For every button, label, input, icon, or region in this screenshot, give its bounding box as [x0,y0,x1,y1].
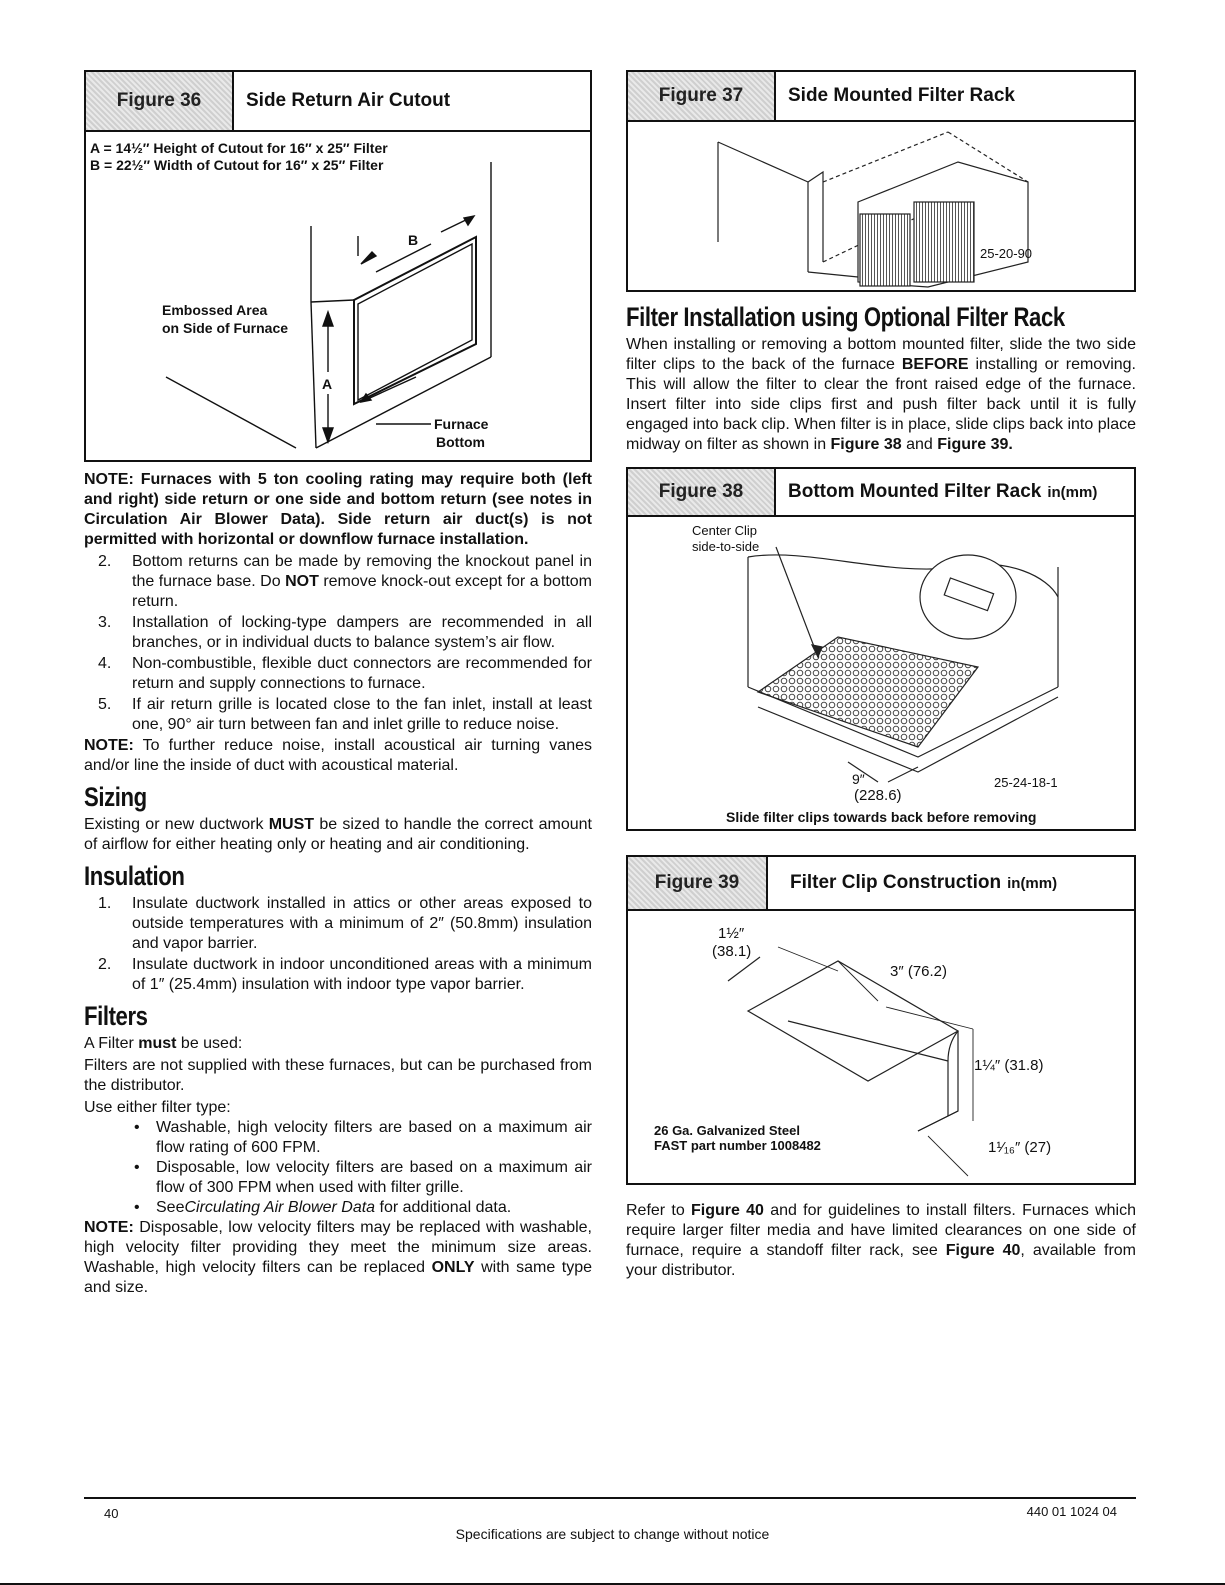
figure-38-caption: Slide filter clips towards back before removing [726,809,1037,825]
figure-39-dim2: 3″ (76.2) [890,963,948,980]
figure-36-embossed-2: on Side of Furnace [162,320,289,336]
figure-37-code: 25-20-90 [980,246,1033,261]
figure-39 [626,855,1136,1185]
right-column [626,70,1136,1281]
filter-rack-heading: Filter Installation using Optional Filter Rack [626,302,1065,332]
figure-37-number: Figure 37 [628,72,776,120]
figure-38-number: Figure 38 [628,469,776,515]
figure-36-furnace-1: Furnace [434,416,489,432]
figure-37-title: Side Mounted Filter Rack [788,85,1015,106]
figure-39-number: Figure 39 [628,857,768,909]
figure-36-line-a: A = 14½″ Height of Cutout for 16″ x 25″ Filter [90,140,388,156]
document-number: 440 01 1024 04 [1026,1504,1117,1519]
filters-line-1: A Filter must be used: [84,1035,243,1052]
filter-rack-text: When installing or removing a bottom mounted filter, slide the two side filter clips to the back of the furnace BEFORE installing or removing. This will allow the filter to clear the front raised edge of the furnace. Insert filter into side clips first and push filter back until it is fully engaged into back clip. When filter is in place, slide clips back into place midway on filter as shown in Figure 38 and Figure 39. [626,336,1136,453]
figure-39-header [628,857,1134,911]
list-item: 1. Insulate ductwork installed in attics or other areas exposed to outside temperatures with a minimum of 2″ (50.8mm) insulation and vapor barrier. [98,895,592,952]
sizing-text: Existing or new ductwork MUST be sized to handle the correct amount of airflow for either heating only or heating and air conditioning. [84,816,592,853]
page-number: 40 [104,1506,119,1521]
figure-36-illustration [86,132,590,458]
figure-37-illustration [628,122,1134,288]
noise-note: NOTE: To further reduce noise, install acoustical air turning vanes and/or line the inside of duct with acoustical material. [84,737,592,774]
footer-note: Specifications are subject to change without notice [455,1526,770,1542]
figure-38-clip-2: side-to-side [692,539,760,554]
figure-38-illustration [628,517,1134,827]
filters-bullets [84,1118,592,1218]
insulation-list [84,894,592,995]
list-item: 4. Non-combustible, flexible duct connectors are recommended for return and supply connections to furnace. [98,655,592,692]
refer-text: Refer to Figure 40 and for guidelines to install filters. Furnaces which require larger filter media and have limited clearances on one side of furnace, require a standoff filter rack, see Figure 40, available from your distributor. [626,1202,1136,1279]
list-item: • Washable, high velocity filters are based on a maximum air flow rating of 600 FPM. [84,1118,592,1158]
figure-38-code: 25-24-18-1 [994,775,1058,790]
footer-rule [84,1497,1136,1499]
figure-39-title: Filter Clip Construction in(mm) [790,872,1058,893]
figure-39-dim3: 1¼″ (31.8) [974,1057,1044,1074]
left-column [84,70,592,1298]
list-item: • SeeCirculating Air Blower Data for additional data. [84,1198,592,1218]
figure-36-number: Figure 36 [86,72,234,130]
figure-36 [84,70,592,462]
figure-36-title: Side Return Air Cutout [246,90,451,111]
list-item: 3. Installation of locking-type dampers are recommended in all branches, or in individual ducts to balance system’s air flow. [98,614,592,651]
figure-38-dim-mm: (228.6) [854,787,902,804]
list-item: 5. If air return grille is located close to the fan inlet, install at least one, 90° air turn between fan and inlet grille to reduce noise. [98,696,592,733]
list-item: 2. Bottom returns can be made by removing the knockout panel in the furnace base. Do NOT remove knock-out except for a bottom return. [98,553,593,610]
figure-36-line-b: B = 22½″ Width of Cutout for 16″ x 25″ Filter [90,157,384,173]
filters-line-3: Use either filter type: [84,1099,231,1116]
figure-38-clip-1: Center Clip [692,523,758,538]
figure-39-dim4: 1¹⁄₁₆″ (27) [988,1139,1052,1156]
figure-36-drawing [86,132,590,458]
insulation-heading: Insulation [84,861,185,891]
figure-37-header [628,72,1134,122]
filters-note: NOTE: Disposable, low velocity filters may be replaced with washable, high velocity filter providing they meet the minimum size areas. Washable, high velocity filters can be replaced ONLY with same type and size. [84,1219,592,1296]
figure-39-steel: 26 Ga. Galvanized Steel [654,1123,800,1138]
figure-39-drawing [628,911,1134,1181]
filters-line-2: Filters are not supplied with these furnaces, but can be purchased from the distributor. [84,1057,592,1094]
figure-37-drawing [628,122,1134,288]
side-return-note: NOTE: Furnaces with 5 ton cooling rating may require both (left and right) side return or one side and bottom return (see notes in Circulation Air Blower Data). Side return air duct(s) is not permitted with horizontal or downflow furnace installation. [84,471,592,548]
list-item: • Disposable, low velocity filters are based on a maximum air flow of 300 FPM when used with filter grille. [84,1158,592,1198]
figure-39-dim1-mm: (38.1) [712,943,752,960]
figure-39-part: FAST part number 1008482 [654,1138,821,1153]
figure-38-dim-in: 9″ [852,771,865,787]
figure-38-header [628,469,1134,517]
figure-36-label-a: A [322,376,333,392]
figure-36-label-b: B [408,232,419,248]
filters-heading: Filters [84,1001,148,1031]
figure-37 [626,70,1136,292]
figure-36-furnace-2: Bottom [436,434,485,450]
figure-38 [626,467,1136,831]
figure-38-title: Bottom Mounted Filter Rack in(mm) [788,481,1098,502]
return-list [84,552,592,735]
list-item: 2. Insulate ductwork in indoor unconditioned areas with a minimum of 1″ (25.4mm) insulation with indoor type vapor barrier. [98,956,592,993]
sizing-heading: Sizing [84,782,147,812]
figure-36-header [86,72,590,132]
figure-38-drawing [628,517,1134,827]
figure-39-dim1-in: 1½″ [718,925,745,942]
figure-36-embossed-1: Embossed Area [162,302,268,318]
